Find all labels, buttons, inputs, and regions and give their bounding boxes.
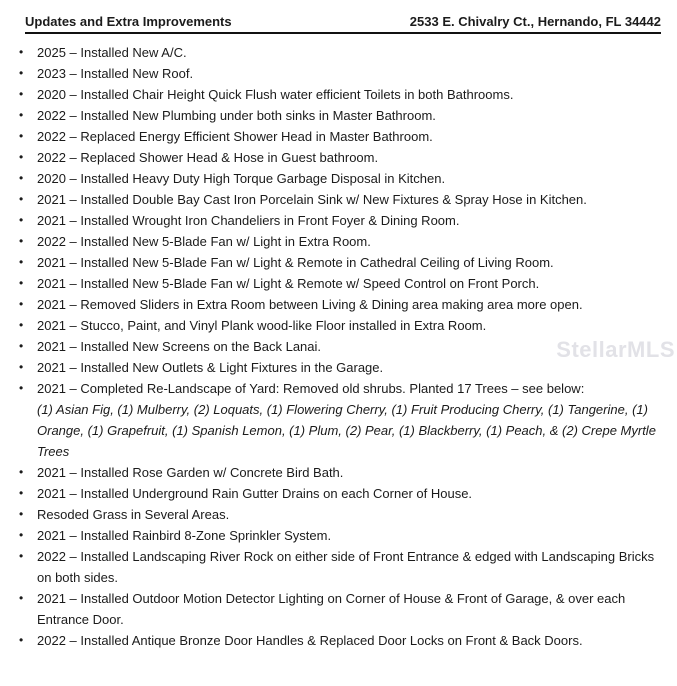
update-item-text: 2021 – Installed Outdoor Motion Detector Lighting on Corner of House & Front of Garage, & over each Entrance Door. (37, 591, 626, 627)
bullet-icon: • (19, 150, 24, 164)
update-list-item (19, 483, 661, 504)
bullet-icon: • (19, 129, 24, 143)
bullet-icon: • (19, 171, 24, 185)
update-item-text: 2021 – Completed Re-Landscape of Yard: Removed old shrubs. Planted 17 Trees – see below: (37, 381, 585, 396)
update-list-item (19, 336, 661, 357)
bullet-icon: • (19, 633, 24, 647)
update-list-item (19, 378, 661, 462)
update-list-item (19, 168, 661, 189)
update-list-item (19, 504, 661, 525)
update-list-item (19, 525, 661, 546)
updates-list (0, 42, 661, 651)
update-list-item (19, 315, 661, 336)
bullet-icon: • (19, 549, 24, 563)
update-list-item (19, 147, 661, 168)
stellar-mls-watermark: StellarMLS (556, 337, 675, 362)
update-item-text: 2021 – Installed Rainbird 8-Zone Sprinkler System. (37, 528, 332, 543)
bullet-icon: • (19, 465, 24, 479)
update-item-text: 2022 – Installed New Plumbing under both sinks in Master Bathroom. (37, 108, 436, 123)
bullet-icon: • (19, 528, 24, 542)
bullet-icon: • (19, 297, 24, 311)
update-item-text: 2021 – Installed Wrought Iron Chandeliers in Front Foyer & Dining Room. (37, 213, 460, 228)
update-list-item (19, 588, 661, 630)
update-item-text: 2021 – Installed New Outlets & Light Fixtures in the Garage. (37, 360, 384, 375)
update-list-item (19, 294, 661, 315)
update-list-item (19, 84, 661, 105)
bullet-icon: • (19, 87, 24, 101)
update-item-text: 2021 – Removed Sliders in Extra Room between Living & Dining area making area more open. (37, 297, 583, 312)
update-list-item (19, 105, 661, 126)
update-list-item (19, 357, 661, 378)
update-list-item (19, 462, 661, 483)
bullet-icon: • (19, 507, 24, 521)
update-item-text: 2020 – Installed Heavy Duty High Torque Garbage Disposal in Kitchen. (37, 171, 446, 186)
bullet-icon: • (19, 486, 24, 500)
update-item-text: 2021 – Installed Underground Rain Gutter Drains on each Corner of House. (37, 486, 473, 501)
update-item-text: 2021 – Installed New 5-Blade Fan w/ Light & Remote w/ Speed Control on Front Porch. (37, 276, 540, 291)
bullet-icon: • (19, 45, 24, 59)
update-list-item (19, 231, 661, 252)
bullet-icon: • (19, 339, 24, 353)
update-item-text: 2023 – Installed New Roof. (37, 66, 194, 81)
bullet-icon: • (19, 234, 24, 248)
update-item-text: 2022 – Installed Antique Bronze Door Handles & Replaced Door Locks on Front & Back Doors. (37, 633, 583, 648)
page-title: Updates and Extra Improvements (25, 14, 232, 29)
update-list-item (19, 189, 661, 210)
update-item-text: 2022 – Replaced Energy Efficient Shower Head in Master Bathroom. (37, 129, 433, 144)
bullet-icon: • (19, 213, 24, 227)
tree-list-italic: (1) Asian Fig, (1) Mulberry, (2) Loquats, (1) Flowering Cherry, (1) Fruit Producing Cherry, (1) Tangerine, (1) Orange, (1) Grapefruit, (1) Spanish Lemon, (1) Plum, (2) Pear, (1) Blackberry, (1) Peach, & (2) Crepe Myrtle Trees (37, 402, 656, 459)
update-item-text: 2021 – Installed New Screens on the Back Lanai. (37, 339, 322, 354)
bullet-icon: • (19, 360, 24, 374)
update-item-text: 2025 – Installed New A/C. (37, 45, 187, 60)
update-list-item (19, 273, 661, 294)
update-item-text: 2021 – Installed New 5-Blade Fan w/ Light & Remote in Cathedral Ceiling of Living Room. (37, 255, 554, 270)
update-item-text: 2020 – Installed Chair Height Quick Flush water efficient Toilets in both Bathrooms. (37, 87, 514, 102)
document-page (0, 14, 677, 686)
update-item-text: 2021 – Installed Rose Garden w/ Concrete Bird Bath. (37, 465, 344, 480)
update-list-item (19, 252, 661, 273)
bullet-icon: • (19, 381, 24, 395)
update-item-text: Resoded Grass in Several Areas. (37, 507, 230, 522)
document-header (25, 14, 661, 34)
update-list-item (19, 126, 661, 147)
update-list-item (19, 630, 661, 651)
update-item-text: 2021 – Installed Double Bay Cast Iron Porcelain Sink w/ New Fixtures & Spray Hose in Kitchen. (37, 192, 587, 207)
update-list-item (19, 63, 661, 84)
update-list-item (19, 210, 661, 231)
bullet-icon: • (19, 255, 24, 269)
bullet-icon: • (19, 66, 24, 80)
property-address: 2533 E. Chivalry Ct., Hernando, FL 34442 (409, 14, 661, 29)
bullet-icon: • (19, 192, 24, 206)
update-item-text: 2022 – Replaced Shower Head & Hose in Guest bathroom. (37, 150, 379, 165)
update-list-item (19, 42, 661, 63)
bullet-icon: • (19, 108, 24, 122)
bullet-icon: • (19, 318, 24, 332)
update-item-text: 2022 – Installed New 5-Blade Fan w/ Light in Extra Room. (37, 234, 371, 249)
bullet-icon: • (19, 591, 24, 605)
bullet-icon: • (19, 276, 24, 290)
update-item-text: 2022 – Installed Landscaping River Rock on either side of Front Entrance & edged with Landscaping Bricks on both sides. (37, 549, 655, 585)
update-item-text: 2021 – Stucco, Paint, and Vinyl Plank wood-like Floor installed in Extra Room. (37, 318, 487, 333)
update-list-item (19, 546, 661, 588)
